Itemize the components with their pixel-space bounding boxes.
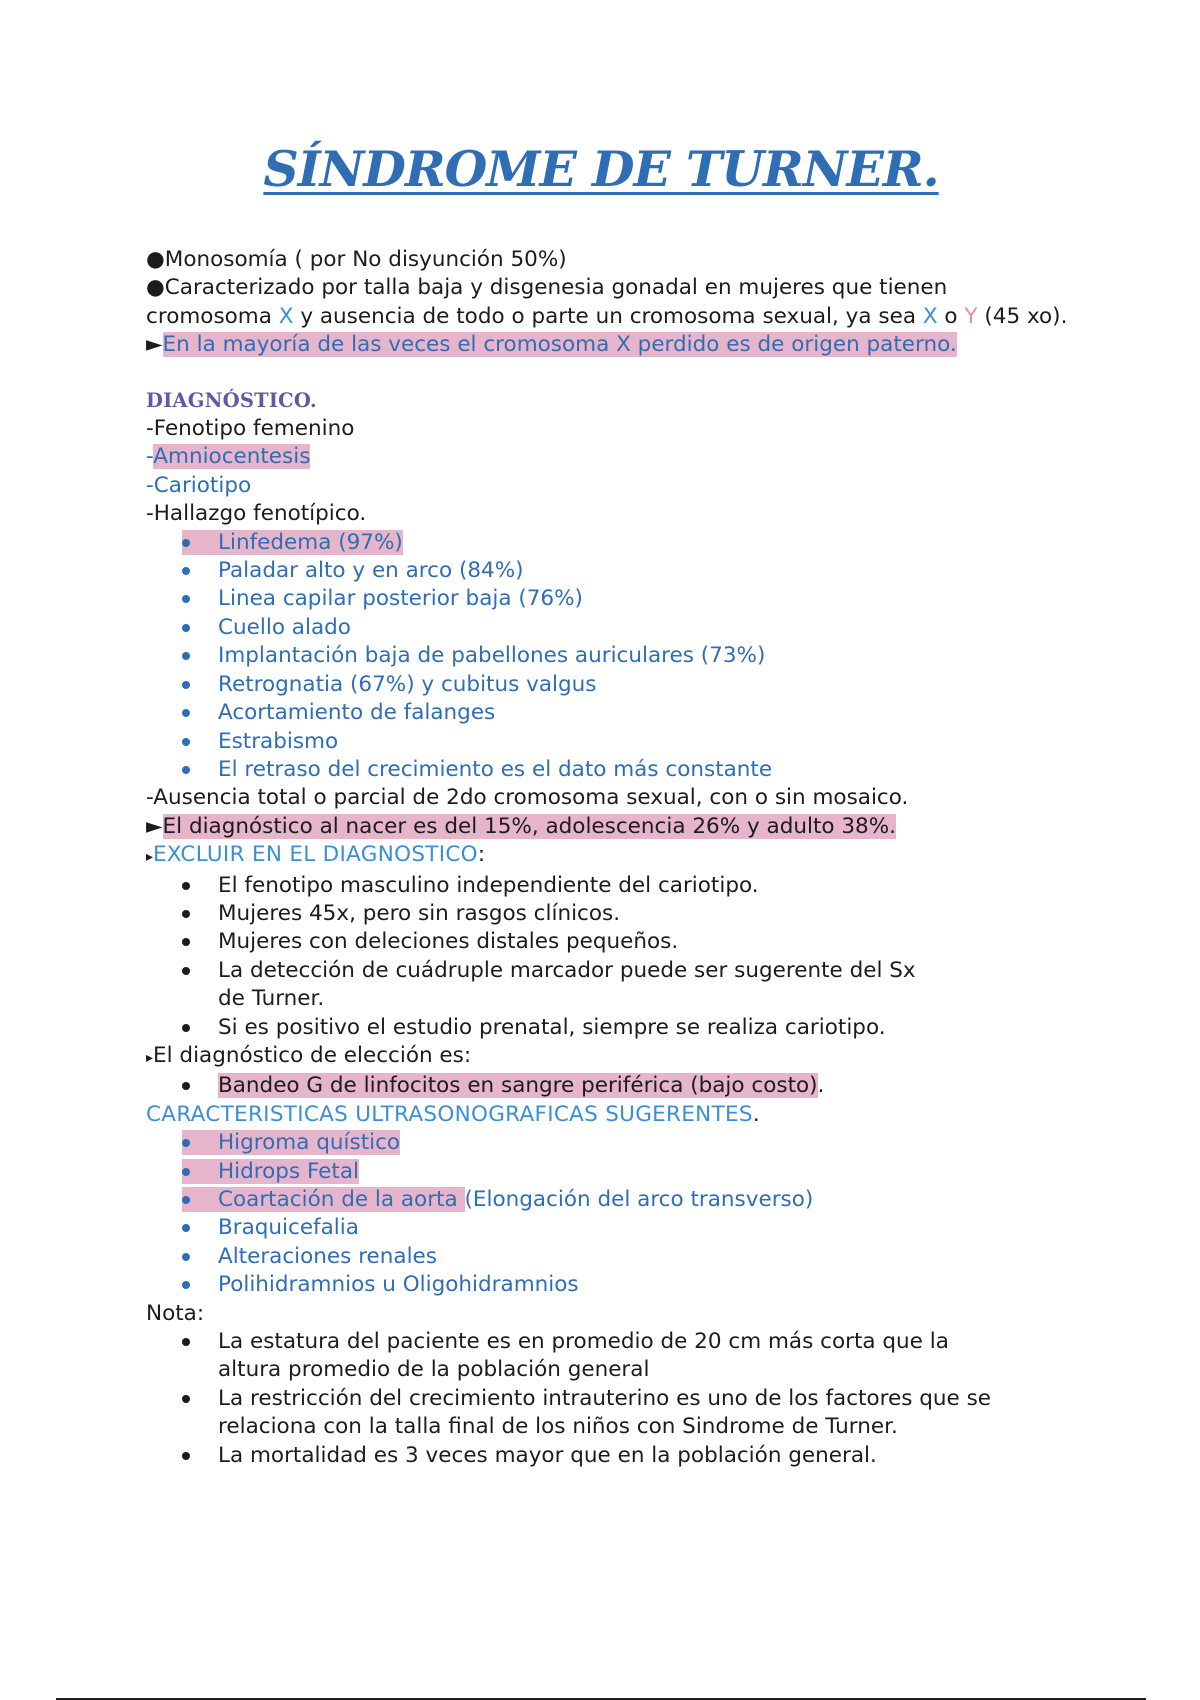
- diag-nacer: ►El diagnóstico al nacer es del 15%, adolescencia 26% y adulto 38%.: [146, 813, 896, 839]
- intro-line-caracterizado: ●Caracterizado por talla baja y disgenesia gonadal en mujeres que tienen cromosoma X y ausencia de todo o parte un cromosoma sexual, ya sea X o Y (45 xo).: [146, 275, 1068, 329]
- bullet-glyph: ●: [146, 247, 165, 272]
- page-title: SÍNDROME DE TURNER.: [263, 140, 939, 198]
- list-item: Linea capilar posterior baja (76%): [146, 585, 1076, 613]
- list-item: La restricción del crecimiento intrauterino es uno de los factores que se relaciona con la talla final de los niños con Sindrome de Turner.: [146, 1385, 1076, 1442]
- arrow-glyph: ►: [146, 813, 163, 839]
- list-item: Coartación de la aorta (Elongación del arco transverso): [146, 1186, 1076, 1214]
- list-item: Estrabismo: [146, 728, 1076, 756]
- list-item: El fenotipo masculino independiente del cariotipo.: [146, 872, 1076, 900]
- list-item: Braquicefalia: [146, 1214, 1076, 1242]
- excluir-list: [146, 872, 1076, 1042]
- document-body: [146, 246, 1076, 1470]
- list-item: La mortalidad es 3 veces mayor que en la población general.: [146, 1442, 1076, 1470]
- diag-item-amniocentesis: -Amniocentesis: [146, 444, 311, 470]
- intro-note: ►En la mayoría de las veces el cromosoma X perdido es de origen paterno.: [146, 332, 957, 358]
- section-heading-diagnostico: DIAGNÓSTICO.: [146, 388, 317, 412]
- hallazgos-list: [146, 529, 1076, 785]
- diag-item-hallazgo: -Hallazgo fenotípico.: [146, 501, 367, 527]
- list-item: Linfedema (97%): [146, 529, 1076, 557]
- list-item: Mujeres 45x, pero sin rasgos clínicos.: [146, 900, 1076, 928]
- list-item: Implantación baja de pabellones auriculares (73%): [146, 642, 1076, 670]
- list-item: Cuello alado: [146, 614, 1076, 642]
- excluir-heading: ▸EXCLUIR EN EL DIAGNOSTICO:: [146, 842, 486, 868]
- diag-item-fenotipo: -Fenotipo femenino: [146, 416, 355, 442]
- nota-list: [146, 1328, 1076, 1470]
- list-item: Mujeres con deleciones distales pequeños.: [146, 928, 1076, 956]
- list-item: La estatura del paciente es en promedio de 20 cm más corta que la altura promedio de la población general: [146, 1328, 1076, 1385]
- ultrasonido-list: [146, 1129, 1076, 1299]
- diag-item-cariotipo: -Cariotipo: [146, 472, 252, 498]
- list-item: Higroma quístico: [146, 1129, 1076, 1157]
- list-item: Paladar alto y en arco (84%): [146, 557, 1076, 585]
- list-item: Polihidramnios u Oligohidramnios: [146, 1271, 1076, 1299]
- list-item: Retrognatia (67%) y cubitus valgus: [146, 671, 1076, 699]
- list-item: El retraso del crecimiento es el dato más constante: [146, 756, 1076, 784]
- list-item: Bandeo G de linfocitos en sangre periférica (bajo costo).: [146, 1072, 1076, 1100]
- list-item: Acortamiento de falanges: [146, 699, 1076, 727]
- list-item: Hidrops Fetal: [146, 1158, 1076, 1186]
- intro-line-monosomia: ●Monosomía ( por No disyunción 50%): [146, 247, 567, 272]
- list-item: Si es positivo el estudio prenatal, siempre se realiza cariotipo.: [146, 1014, 1076, 1042]
- eleccion-heading: ▸El diagnóstico de elección es:: [146, 1042, 472, 1068]
- list-item: La detección de cuádruple marcador puede ser sugerente del Sx de Turner.: [146, 957, 1076, 1014]
- eleccion-list: [146, 1072, 1076, 1100]
- arrow-glyph: ►: [146, 332, 163, 358]
- ultrasonido-heading: CARACTERISTICAS ULTRASONOGRAFICAS SUGERENTES.: [146, 1101, 760, 1127]
- diag-ausencia: -Ausencia total o parcial de 2do cromosoma sexual, con o sin mosaico.: [146, 785, 909, 811]
- list-item: Alteraciones renales: [146, 1243, 1076, 1271]
- bullet-glyph: ●: [146, 275, 165, 301]
- nota-heading: Nota:: [146, 1300, 205, 1326]
